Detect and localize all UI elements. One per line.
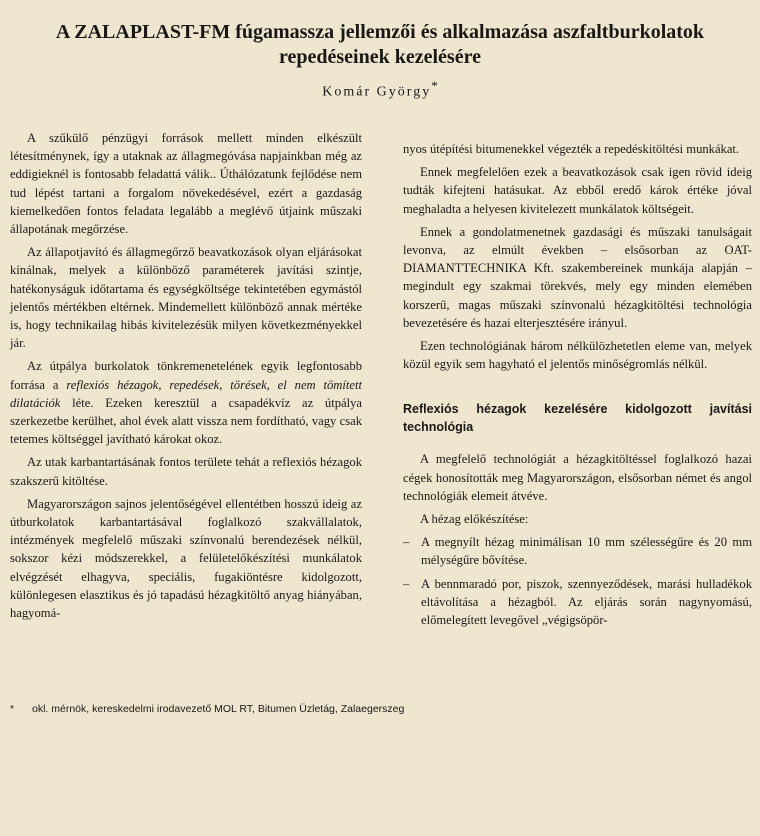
list-dash: – (403, 535, 410, 550)
paragraph: Ennek a gondolatmenetnek gazdasági és műszaki tanulságait levonva, az elmúlt években – elsősorban az OAT-DIAMANTTECHNIKA Kft. szakembereinek munkája alapján – megindult egy szakmai törekvés, mely egy minden elemében korszerű, magas műszaki színvonalú hézagkitöltési technológia bevezetésére és hazai elterjesztésére irányul. (403, 224, 752, 330)
paragraph: Ennek megfelelően ezek a beavatkozások csak igen rövid ideig tudták kifejteni hatásukat. Az ebből eredő károk értéke jóval meghaladta a helyesen kivitelezett munkálatok költségeit. (403, 165, 752, 216)
list-item (403, 575, 752, 630)
section-heading: Reflexiós hézagok kezelésére kidolgozott javítási technológia (403, 402, 752, 435)
list-item-text: A bennmaradó por, piszok, szennyeződések, marási hulladékok eltávolítása a hézagból. Az eljárás során nagynyomású, előmelegített levegővel „végigsöpör- (421, 576, 752, 628)
paragraph: A megfelelő technológiát a hézagkitöltéssel foglalkozó hazai cégek honosították meg Magyarországon, elsősorban német és angol technológiák elemeit átvéve. (403, 452, 752, 503)
paragraph: A szűkülő pénzügyi források mellett minden elkészült létesítménynek, így a utaknak az állagmegóvása napjainkban még az eddigieknél is fontosabb feladattá válik.. Úthálózatunk fejlődése nem tud lépést tartani a forgalom növekedésével, ezért a gazdaság kiemelkedően fontos feladata legalább a meglévő útjaink műszaki állapotának megőrzése. (10, 131, 362, 237)
emphasized-text: reflexiós hézagok, repedések, törések, el nem tömített dilatációk (10, 377, 362, 410)
right-column (403, 140, 752, 634)
footnote-text: okl. mérnök, kereskedelmi irodavezető MOL RT, Bitumen Üzletág, Zalaegerszeg (32, 703, 405, 715)
author-footnote-mark: * (431, 78, 438, 93)
paragraph: Ezen technológiának három nélkülözhetetlen eleme van, melyek közül egyik sem hagyható el jelentős minőségromlás nélkül. (403, 339, 752, 372)
article-author (180, 78, 580, 101)
paragraph: Magyarországon sajnos jelentőségével ellentétben hosszú ideig az útburkolatok karbantartásával foglalkozó szakvállalatok, intézmények megfelelő műszaki színvonalú berendezések nélkül, sokszor kézi módszerekkel, a felületelőkészítési munkálatok elvégzését elhagyva, speciális, fugakiöntésre kidolgozott, különlegesen elasztikus és jó tapadású hézagkitöltő anyag hiányában, hagyomá- (10, 496, 362, 621)
list-item (403, 533, 752, 569)
left-column (10, 129, 362, 627)
article-title: A ZALAPLAST-FM fúgamassza jellemzői és alkalmazása aszfaltburkolatok repedéseinek kezelésére (55, 21, 705, 68)
author-name: Komár György (322, 84, 432, 100)
text-run: léte. Ezeken keresztül a csapadékvíz az útpálya szerkezetbe kerülhet, ahol évek alatt vissza nem fordítható, vagy csak tetemes költséggel javítható károkat okoz. (10, 395, 362, 447)
paragraph: A hézag előkészítése: (420, 512, 529, 527)
text-run: Az útpálya burkolatok tönkremenetelének egyik legfontosabb forrása a (10, 359, 362, 392)
paragraph-continued: nyos útépítési bitumenekkel végezték a repedéskitöltési munkákat. (403, 142, 740, 156)
paragraph: Az állapotjavító és állagmegőrző beavatkozások olyan eljárásokat kínálnak, melyek a különböző paraméterek javítási szintje, hatékonyságuk időtartama és egységköltsége tekintetében egymástól jelentős mértékben eltérnek. Mindemellett különböző annak mértéke is, hogy technikailag hibás kivitelezésük milyen következményekkel jár. (10, 245, 362, 351)
footnote (10, 702, 750, 716)
footnote-mark: * (10, 703, 15, 715)
list-dash: – (403, 576, 410, 591)
paragraph: Az utak karbantartásának fontos területe tehát a reflexiós hézagok szakszerű kitöltése. (10, 455, 362, 488)
list-item-text: A megnyílt hézag minimálisan 10 mm szélességűre és 20 mm mélységűre bővítése. (421, 535, 752, 568)
paragraph (10, 357, 362, 448)
